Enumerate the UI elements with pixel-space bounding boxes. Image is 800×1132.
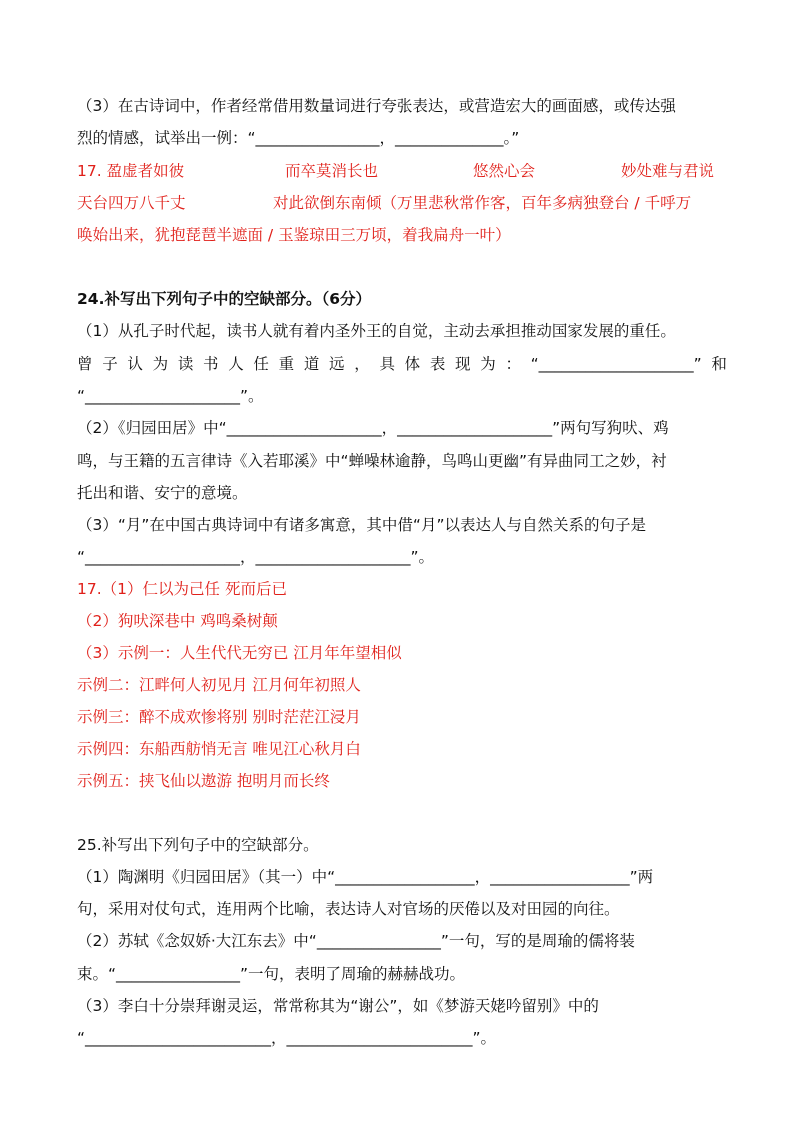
q24-part3-line2: “____________________，____________________”。 [77, 548, 435, 566]
q23-part3-line2: 烈的情感，试举出一例：“________________，______________。” [77, 129, 520, 147]
answer-17a-row1 [77, 160, 727, 182]
q24-part2-line2: 鸣，与王籍的五言律诗《入若耶溪》中“蝉噪林逾静，鸟鸣山更幽”有异曲同工之妙，衬 [77, 452, 667, 470]
q24-part1-line2 [77, 353, 727, 375]
answer-17b-line6: 示例四：东船西舫悄无言 唯见江心秋月白 [77, 740, 361, 758]
answer-17b-line7: 示例五：挟飞仙以遨游 抱明月而长终 [77, 772, 330, 790]
char: 为 [480, 355, 496, 373]
answer-blank: “____________________” [530, 355, 702, 373]
q25-part3-line1: （3）李白十分崇拜谢灵运，常常称其为“谢公”，如《梦游天姥吟留别》中的 [77, 997, 599, 1015]
q23-part3-line1: （3）在古诗词中，作者经常借用数量词进行夸张表达，或营造宏大的画面感，或传达强 [77, 97, 676, 115]
q24-part3-line1: （3）“月”在中国古典诗词中有诸多寓意，其中借“月”以表达人与自然关系的句子是 [77, 516, 646, 534]
char: 远 [329, 355, 345, 373]
answer-17a-item6: 对此欲倒东南倾（万里悲秋常作客，百年多病独登台 / 千呼万 [273, 194, 692, 212]
answer-17a-item2: 而卒莫消长也 [285, 162, 379, 180]
char: 认 [127, 355, 143, 373]
char: 表 [429, 355, 446, 373]
char: 人 [228, 355, 244, 373]
q24-part1-line3: “____________________”。 [77, 387, 264, 405]
q24-title: 24.补写出下列句子中的空缺部分。（6分） [77, 290, 371, 308]
char: 具 [379, 355, 395, 373]
char: 重 [278, 355, 295, 373]
char: 为 [152, 355, 169, 373]
answer-17b-line4: 示例二：江畔何人初见月 江月何年初照人 [77, 676, 361, 694]
answer-17b-line3: （3）示例一：人生代代无穷已 江月年年望相似 [77, 644, 402, 662]
answer-17a-row2 [77, 192, 737, 214]
answer-17b-line5: 示例三：醉不成欢惨将别 别时茫茫江浸月 [77, 708, 361, 726]
q25-part3-line2: “________________________，________________________”。 [77, 1029, 497, 1047]
char: 体 [404, 355, 421, 373]
char: 现 [455, 355, 471, 373]
q25-part1-line1: （1）陶渊明《归园田居》（其一）中“__________________，__________________”两 [77, 868, 654, 886]
q25-part2-line1: （2）苏轼《念奴娇·大江东去》中“________________”一句，写的是周瑜的儒将装 [77, 932, 635, 950]
char: 和 [711, 355, 727, 373]
answer-17a-item1: 17. 盈虚者如彼 [77, 162, 185, 180]
answer-17b-line1: 17.（1）仁以为己任 死而后已 [77, 580, 287, 598]
answer-17a-item5: 天台四万八千丈 [77, 194, 186, 212]
answer-17a-row3: 唤始出来，犹抱琵琶半遮面 / 玉鉴琼田三万顷，着我扁舟一叶） [77, 226, 511, 244]
q24-part1-line1: （1）从孔子时代起，读书人就有着内圣外王的自觉，主动去承担推动国家发展的重任。 [77, 322, 676, 340]
q25-part1-line2: 句，采用对仗句式，连用两个比喻，表达诗人对官场的厌倦以及对田园的向往。 [77, 900, 620, 918]
q25-part2-line2: 束。“________________”一句，表明了周瑜的赫赫战功。 [77, 965, 466, 983]
answer-17a-item3: 悠然心会 [473, 162, 536, 180]
char: 道 [303, 355, 320, 373]
char: ， [354, 355, 370, 373]
char: 曾 [77, 355, 93, 373]
q24-part2-line1: （2）《归园田居》中“____________________，____________________”两句写狗吠、鸡 [77, 419, 669, 437]
char: 读 [177, 355, 194, 373]
char: 书 [203, 355, 219, 373]
answer-17a-item4: 妙处难与君说 [621, 162, 715, 180]
char: 子 [102, 355, 118, 373]
q24-part2-line3: 托出和谐、安宁的意境。 [77, 484, 248, 502]
char: 任 [253, 355, 269, 373]
q25-title: 25.补写出下列句子中的空缺部分。 [77, 836, 319, 854]
char: ： [505, 355, 521, 373]
answer-17b-line2: （2）狗吠深巷中 鸡鸣桑树颠 [77, 612, 278, 630]
